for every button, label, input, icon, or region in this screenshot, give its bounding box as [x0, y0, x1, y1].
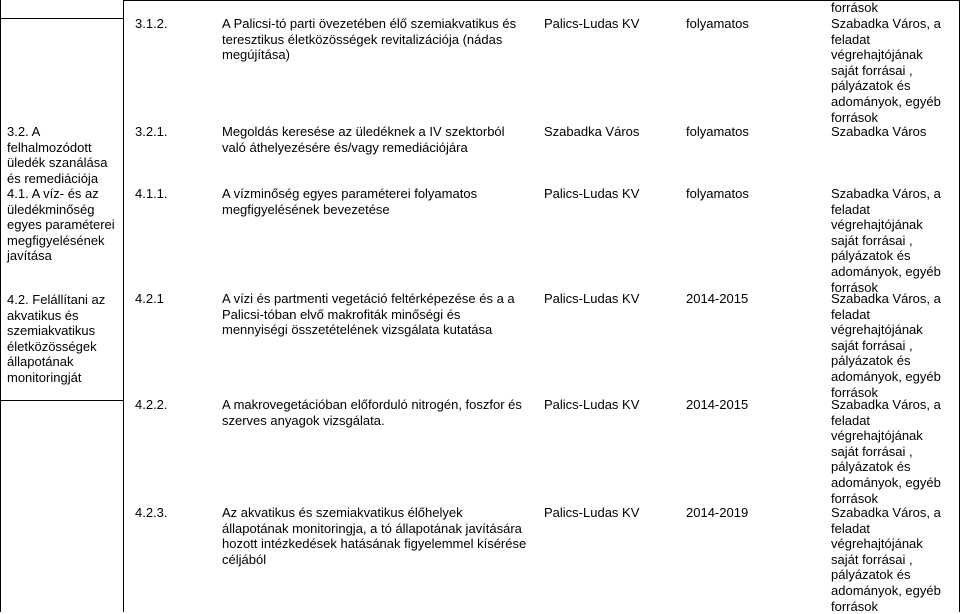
goal-text-line: üledékminőség [7, 201, 95, 217]
row-responsible [544, 505, 676, 521]
row-description-line: hozott intézkedések hatásának figyelemmel kísérése [222, 536, 527, 552]
row-funding-line: Szabadka Város, a [831, 397, 941, 412]
row-timeframe-line: folyamatos [686, 124, 749, 139]
row-timeframe [686, 16, 816, 32]
row-description-line: Megoldás keresése az üledéknek a IV szektorból [222, 124, 505, 139]
row-funding-line: adományok, egyéb [831, 474, 941, 490]
row-description-line: teresztikus életközösségek revitalizációja (nádas [222, 31, 503, 47]
row-timeframe-line: 2014-2015 [686, 291, 749, 306]
row-description-line: A makrovegetációban előforduló nitrogén, foszfor és [222, 397, 522, 412]
row-description-line: való áthelyezésére és/vagy remediációjára [222, 139, 468, 155]
goal-text-line: és remediációja [7, 170, 99, 186]
row-funding-line: végrehajtójának [831, 217, 923, 233]
border-left [0, 0, 1, 612]
row-funding-line: Szabadka Város, a [831, 505, 941, 520]
goal-text-line: szemiakvatikus [7, 323, 96, 339]
row-code-line: 4.2.1 [135, 291, 164, 306]
row-description-line: megújítása) [222, 47, 290, 63]
row-funding-line: pályázatok és [831, 567, 911, 583]
goal-text-line: megfigyelésének [7, 232, 105, 248]
goal-text-line: 3.2. A [7, 124, 41, 139]
row-code [135, 397, 215, 413]
funding-fragment [831, 0, 957, 16]
row-responsible-line: Palics-Ludas KV [544, 291, 640, 306]
row-responsible [544, 291, 676, 307]
row-funding-line: feladat [831, 412, 871, 428]
row-timeframe-line: folyamatos [686, 186, 749, 201]
row-code-line: 3.2.1. [135, 124, 168, 139]
row-description [222, 291, 532, 338]
row-funding-line: pályázatok és [831, 248, 911, 264]
goal-text-line: egyes paraméterei [7, 217, 115, 233]
row-timeframe-line: folyamatos [686, 16, 749, 31]
goal-text-line: üledék szanálása [7, 155, 108, 171]
goal-text-line: felhalmozódott [7, 139, 92, 155]
row-description [222, 505, 532, 567]
row-description-line: szerves anyagok vizsgálata. [222, 412, 385, 428]
row-timeframe [686, 397, 816, 413]
row-code [135, 186, 215, 202]
row-funding-line: Szabadka Város, a [831, 186, 941, 201]
row-responsible [544, 124, 676, 140]
row-code [135, 505, 215, 521]
border-goal-top [0, 18, 124, 19]
row-code-line: 4.1.1. [135, 186, 168, 201]
goal-text-line: monitoringját [7, 369, 82, 385]
row-funding-line: Szabadka Város, a [831, 291, 941, 306]
row-funding [831, 505, 957, 614]
row-funding-line: feladat [831, 201, 871, 217]
row-responsible-line: Palics-Ludas KV [544, 16, 640, 31]
row-funding-line: feladat [831, 520, 871, 536]
row-funding-line: források [831, 598, 878, 614]
row-timeframe-line: 2014-2019 [686, 505, 749, 520]
goal-3-2 [7, 124, 115, 186]
row-funding-line: források [831, 490, 878, 506]
row-funding-line: feladat [831, 306, 871, 322]
goal-text-line: akvatikus és [7, 307, 79, 323]
row-funding-line: adományok, egyéb [831, 263, 941, 279]
row-funding-line: saját forrásai , [831, 337, 913, 353]
row-code-line: 4.2.2. [135, 397, 168, 412]
row-description-line: A vízi és partmenti vegetáció feltérképezése és a a [222, 291, 515, 306]
row-responsible-line: Palics-Ludas KV [544, 505, 640, 520]
row-funding-line: Szabadka Város, a [831, 16, 941, 31]
row-code [135, 16, 215, 32]
row-funding [831, 397, 957, 506]
row-funding [831, 291, 957, 400]
row-timeframe [686, 186, 816, 202]
goal-text-line: állapotának [7, 354, 74, 370]
row-funding-line: végrehajtójának [831, 47, 923, 63]
row-responsible [544, 186, 676, 202]
row-description [222, 397, 532, 428]
row-funding-line: feladat [831, 31, 871, 47]
row-description-line: Az akvatikus és szemiakvatikus élőhelyek [222, 505, 463, 520]
row-description-line: Palicsi-tóban elvő makrofiták minőségi és [222, 306, 461, 322]
row-funding-line: pályázatok és [831, 353, 911, 369]
goal-4-2 [7, 292, 115, 386]
row-funding-line: adományok, egyéb [831, 368, 941, 384]
row-description-line: állapotának monitoringja, a tó állapotának javítására [222, 520, 522, 536]
row-timeframe [686, 505, 816, 521]
row-funding-line: végrehajtójának [831, 536, 923, 552]
row-funding-line: saját forrásai , [831, 551, 913, 567]
row-description-line: céljából [222, 551, 267, 567]
row-funding-line: források [831, 279, 878, 295]
row-funding-line: források [831, 384, 878, 400]
row-responsible-line: Palics-Ludas KV [544, 186, 640, 201]
row-funding-line: saját forrásai , [831, 443, 913, 459]
row-responsible [544, 397, 676, 413]
row-responsible [544, 16, 676, 32]
row-funding-line: pályázatok és [831, 78, 911, 94]
row-timeframe [686, 291, 816, 307]
border-goal-col [123, 0, 124, 612]
row-description [222, 124, 532, 155]
row-description [222, 186, 532, 217]
funding-fragment-text: források [831, 0, 878, 15]
row-responsible-line: Szabadka Város [544, 124, 640, 139]
goal-text-line: 4.2. Felállítani az [7, 292, 106, 307]
row-funding-line: Szabadka Város [831, 124, 927, 139]
row-funding-line: saját forrásai , [831, 232, 913, 248]
row-funding [831, 186, 957, 295]
row-description-line: megfigyelésének bevezetése [222, 201, 390, 217]
row-funding-line: források [831, 109, 878, 125]
row-funding-line: végrehajtójának [831, 322, 923, 338]
row-funding-line: adományok, egyéb [831, 93, 941, 109]
row-timeframe-line: 2014-2015 [686, 397, 749, 412]
row-funding-line: pályázatok és [831, 459, 911, 475]
row-description-line: A vízminőség egyes paraméterei folyamatos [222, 186, 478, 201]
row-funding-line: végrehajtójának [831, 428, 923, 444]
row-code-line: 4.2.3. [135, 505, 168, 520]
row-funding [831, 16, 957, 125]
row-responsible-line: Palics-Ludas KV [544, 397, 640, 412]
row-timeframe [686, 124, 816, 140]
row-funding-line: adományok, egyéb [831, 582, 941, 598]
row-description-line: A Palicsi-tó parti övezetében élő szemiakvatikus és [222, 16, 517, 31]
goal-text-line: javítása [7, 248, 52, 264]
goal-text-line: 4.1. A víz- és az [7, 186, 99, 201]
row-description-line: mennyiségi összetételének vizsgálata kutatása [222, 322, 493, 338]
goal-4-1 [7, 186, 115, 264]
row-description [222, 16, 532, 63]
row-funding-line: saját forrásai , [831, 62, 913, 78]
goal-text-line: életközösségek [7, 338, 97, 354]
row-funding [831, 124, 957, 140]
row-code [135, 124, 215, 140]
border-goal-bottom [0, 400, 124, 401]
row-code-line: 3.1.2. [135, 16, 168, 31]
row-code [135, 291, 215, 307]
